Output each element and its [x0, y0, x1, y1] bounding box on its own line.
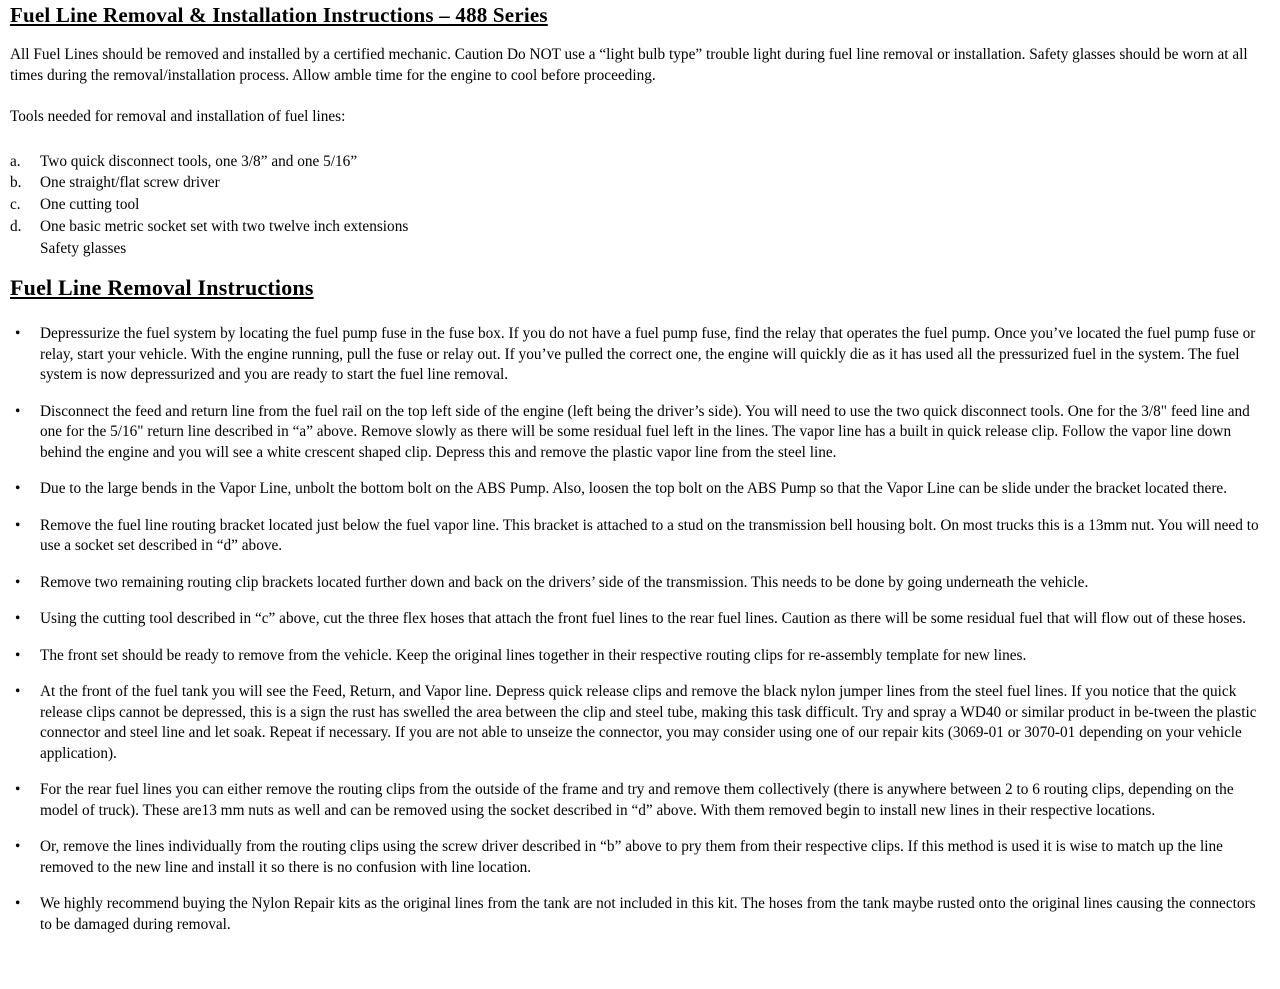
step-text: Disconnect the feed and return line from the fuel rail on the top left side of the engine (left being the driver’s side). You will need to use the two quick disconnect tools. One for the 3/8" feed line and one for the 5/16" return line described in “a” above. Remove slowly as there will be some residual fuel left in the lines. The vapor line has a built in quick release clip. Follow the vapor line down behind the engine and you will see a white crescent shaped clip. Depress this and remove the plastic vapor line from the steel line. — [40, 402, 1250, 461]
step-text: At the front of the fuel tank you will see the Feed, Return, and Vapor line. Depress quick release clips and remove the black nylon jumper lines from the steel fuel lines. If you notice that the quick release clips cannot be depressed, this is a sign the rust has swelled the area between the clip and steel tube, making this task difficult. Try and spray a WD40 or similar product in be-tween the plastic connector and steel line and let soak. Repeat if necessary. If you are not able to unseize the connector, you may consider using one of our repair kits (3069-01 or 3070-01 depending on your vehicle application). — [40, 683, 1257, 762]
list-item — [10, 780, 1268, 821]
list-item — [10, 402, 1268, 464]
bullet-icon: • — [15, 683, 21, 701]
step-text: Using the cutting tool described in “c” above, cut the three flex hoses that attach the front fuel lines to the rear fuel lines. Caution as there will be some residual fuel that will flow out of these hoses. — [40, 610, 1246, 628]
bullet-icon: • — [15, 610, 21, 628]
list-item — [10, 479, 1268, 500]
bullet-icon: • — [15, 325, 21, 343]
list-item — [10, 682, 1268, 764]
step-text: The front set should be ready to remove from the vehicle. Keep the original lines together in their respective routing clips for re-assembly template for new lines. — [40, 646, 1027, 664]
bullet-icon: • — [15, 573, 21, 591]
step-text: Or, remove the lines individually from the routing clips using the screw driver described in “b” above to pry them from their respective clips. If this method is used it is wise to match up the line removed to the new line and install it so there is no confusion with line location. — [40, 838, 1223, 876]
step-text: For the rear fuel lines you can either remove the routing clips from the outside of the frame and try and remove them collectively (there is anywhere between 2 to 6 routing clips, depending on the model of truck). These are13 mm nuts as well and can be removed using the socket described in “d” above. With them removed begin to install new lines in their respective locations. — [40, 781, 1234, 819]
list-item — [10, 324, 1268, 386]
list-item-text: One straight/flat screw driver — [40, 174, 220, 192]
list-item — [10, 151, 1268, 173]
bullet-icon: • — [15, 838, 21, 856]
list-item — [10, 894, 1268, 935]
list-item-text: Safety glasses — [40, 239, 127, 257]
page-title: Fuel Line Removal & Installation Instructions – 488 Series — [10, 3, 548, 27]
bullet-icon: • — [15, 402, 21, 420]
list-item-marker: d. — [10, 217, 22, 235]
bullet-icon: • — [15, 646, 21, 664]
list-item — [10, 172, 1268, 194]
list-item — [10, 837, 1268, 878]
step-text: Due to the large bends in the Vapor Line, unbolt the bottom bolt on the ABS Pump. Also, loosen the top bolt on the ABS Pump so that the Vapor Line can be slide under the bracket located there. — [40, 480, 1228, 498]
section-heading: Fuel Line Removal Instructions — [10, 275, 314, 301]
tools-list — [10, 151, 1268, 260]
list-item-marker — [10, 238, 40, 260]
step-text: Remove the fuel line routing bracket located just below the fuel vapor line. This bracket is attached to a stud on the transmission bell housing bolt. On most trucks this is a 13mm nut. You will need to use a socket set described in “d” above. — [40, 516, 1259, 555]
list-item-marker: a. — [10, 152, 21, 170]
list-item-text: One basic metric socket set with two twelve inch extensions — [40, 217, 409, 235]
list-item-marker: b. — [10, 174, 22, 192]
list-item — [10, 573, 1268, 594]
bullet-icon: • — [15, 781, 21, 799]
list-item-text: Two quick disconnect tools, one 3/8” and one 5/16” — [40, 152, 358, 170]
intro-paragraph: All Fuel Lines should be removed and installed by a certified mechanic. Caution Do NOT use a “light bulb type” trouble light during fuel line removal or installation. Safety glasses should be worn at all times during the removal/installation process. Allow amble time for the engine to cool before proceeding. — [10, 46, 1248, 84]
tools-intro-line: Tools needed for removal and installation of fuel lines: — [10, 108, 346, 125]
list-item — [10, 216, 1268, 238]
list-item — [10, 609, 1268, 630]
list-item — [10, 646, 1268, 667]
step-text: Remove two remaining routing clip brackets located further down and back on the drivers’ side of the transmission. This needs to be done by going underneath the vehicle. — [40, 573, 1089, 591]
bullet-icon: • — [15, 480, 21, 498]
list-item — [10, 516, 1268, 557]
step-text: We highly recommend buying the Nylon Repair kits as the original lines from the tank are not included in this kit. The hoses from the tank maybe rusted onto the original lines causing the connectors to be damaged during removal. — [40, 895, 1256, 933]
list-item-text: One cutting tool — [40, 196, 140, 214]
step-text: Depressurize the fuel system by locating the fuel pump fuse in the fuse box. If you do not have a fuel pump fuse, find the relay that operates the fuel pump. Once you’ve located the fuel pump fuse or relay, start your vehicle. With the engine running, pull the fuse or relay out. If you’ve pulled the correct one, the engine will quickly die as it has used all the pressurized fuel in the system. The fuel system is now depressurized and you are ready to start the fuel line removal. — [40, 325, 1256, 384]
bullet-icon: • — [15, 895, 21, 913]
list-item-marker: c. — [10, 196, 21, 214]
list-item — [10, 194, 1268, 216]
list-item — [10, 238, 1268, 260]
bullet-icon: • — [15, 516, 21, 534]
steps-list — [10, 324, 1268, 935]
